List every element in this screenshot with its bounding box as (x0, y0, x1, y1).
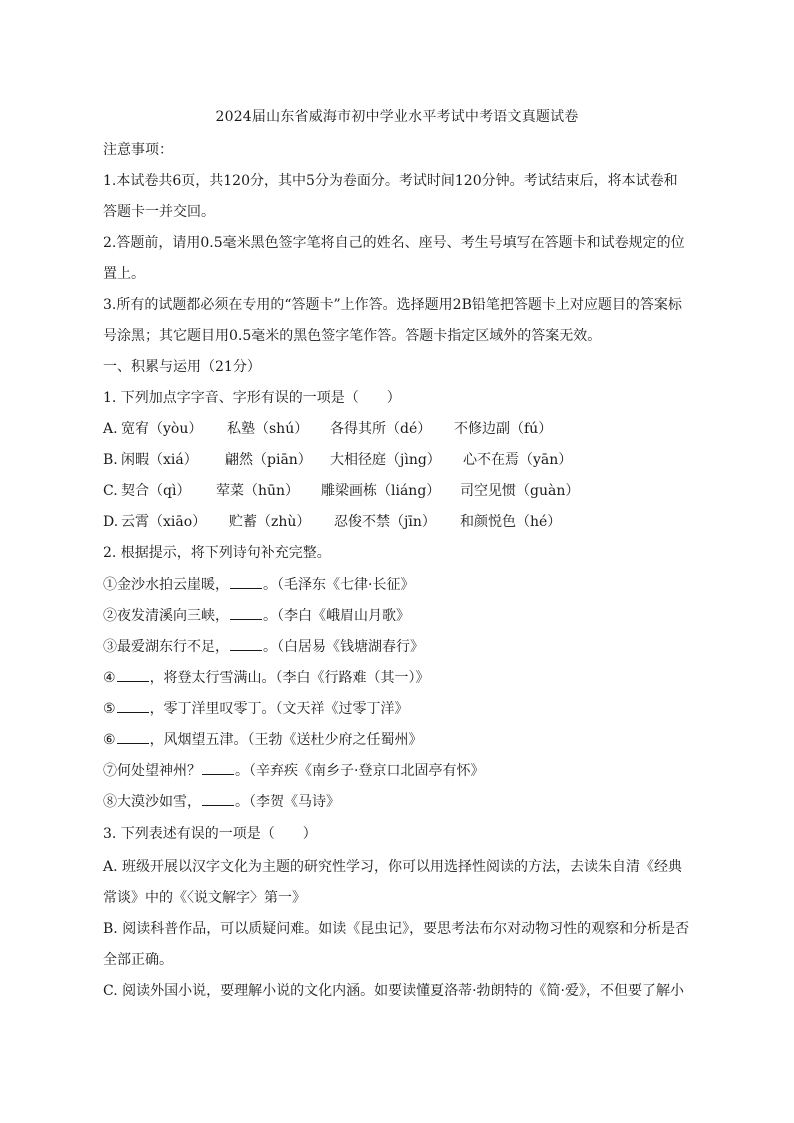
question-1-stem: 1. 下列加点字字音、字形有误的一项是（ ） (103, 390, 401, 406)
notice-line: 置上。 (103, 266, 145, 282)
option-item: 私塾（shú） (227, 421, 309, 437)
option-label: B. (103, 452, 118, 468)
poem-source: 。（白居易《钱塘湖春行》 (263, 639, 424, 655)
answer-blank[interactable] (202, 791, 234, 806)
option-item: 雕梁画栋（liáng） (321, 483, 441, 499)
option-label: D. (103, 514, 119, 530)
notice-line: 1.本试卷共6页，共120分，其中5分为卷面分。考试时间120分钟。考试结束后，将本试卷和 (103, 173, 678, 189)
notice-line: 3.所有的试题都必须在专用的“答题卡”上作答。选择题用2B铅笔把答题卡上对应题目的答案标 (103, 297, 682, 313)
poem-source: 。（李白《峨眉山月歌》 (263, 608, 410, 624)
answer-blank[interactable] (230, 605, 262, 620)
question-3-text: 全部正确。 (103, 952, 173, 968)
option-item: 司空见惯（guàn） (460, 483, 580, 499)
option-label: A. (103, 421, 118, 437)
option-item: 荤菜（hūn） (216, 483, 300, 499)
option-item: 贮蓄（zhù） (229, 514, 311, 530)
poem-fill-line (103, 605, 693, 626)
answer-blank[interactable] (230, 636, 262, 651)
poem-source: ，零丁洋里叹零丁。（文天祥《过零丁洋》 (149, 701, 409, 717)
poem-fill-line (103, 760, 693, 781)
poem-fill-line (103, 729, 693, 750)
option-item: 心不在焉（yān） (463, 452, 573, 468)
poem-text: ⑤ (103, 701, 116, 717)
option-item: 宽宥（yòu） (121, 421, 203, 437)
option-item: 云霄（xiāo） (121, 514, 207, 530)
notice-heading: 注意事项： (103, 142, 173, 158)
option-item: 和颜悦色（hé） (460, 514, 562, 530)
poem-text: ⑧大漠沙如雪， (103, 794, 201, 810)
notice-line: 号涂黑；其它题目用0.5毫米的黑色签字笔作答。答题卡指定区域外的答案无效。 (103, 328, 602, 344)
answer-blank[interactable] (117, 667, 149, 682)
option-item: 大相径庭（jìng） (330, 452, 441, 468)
question-3-text: B. 阅读科普作品，可以质疑问难。如读《昆虫记》，要思考法布尔对动物习性的观察和分析是否 (103, 921, 690, 937)
notice-line: 2.答题前，请用0.5毫米黑色签字笔将自己的姓名、座号、考生号填写在答题卡和试卷规定的位 (103, 235, 685, 251)
poem-text: ⑦何处望神州？ (103, 763, 201, 779)
page-title: 2024届山东省威海市初中学业水平考试中考语文真题试卷 (215, 109, 579, 125)
section-heading: 一、积累与运用（21分） (103, 359, 261, 375)
poem-text: ③最爱湖东行不足， (103, 639, 229, 655)
poem-source: 。（李贺《马诗》 (235, 794, 340, 810)
answer-blank[interactable] (202, 760, 234, 775)
poem-text: ①金沙水拍云崖暖， (103, 577, 229, 593)
option-item: 闲暇（xiá） (121, 452, 198, 468)
question-2-stem: 2. 根据提示，将下列诗句补充完整。 (103, 545, 331, 561)
answer-blank[interactable] (230, 574, 262, 589)
poem-source: 。（辛弃疾《南乡子·登京口北固亭有怀》 (235, 763, 485, 779)
poem-text: ②夜发清溪向三峡， (103, 608, 229, 624)
option-item: 契合（qì） (121, 483, 191, 499)
poem-text: ⑥ (103, 732, 116, 748)
poem-fill-line (103, 791, 693, 812)
poem-text: ④ (103, 670, 116, 686)
answer-blank[interactable] (117, 698, 149, 713)
option-item: 忍俊不禁（jīn） (334, 514, 436, 530)
question-3-text: C. 阅读外国小说，要理解小说的文化内涵。如要读懂夏洛蒂·勃朗特的《简·爱》，不但要了解小 (103, 983, 685, 999)
poem-source: 。（毛泽东《七律·长征》 (263, 577, 415, 593)
poem-fill-line (103, 667, 693, 688)
poem-source: ，风烟望五津。（王勃《送杜少府之任蜀州》 (149, 732, 423, 748)
question-3-stem: 3. 下列表述有误的一项是（ ） (103, 826, 317, 842)
question-3-text: 常谈》中的《〈说文解字〉第一》 (103, 890, 306, 906)
question-3-text: A. 班级开展以汉字文化为主题的研究性学习，你可以用选择性阅读的方法，去读朱自清《经典 (103, 859, 683, 875)
option-item: 翩然（piān） (225, 452, 312, 468)
notice-line: 答题卡一并交回。 (103, 204, 215, 220)
option-label: C. (103, 483, 118, 499)
poem-fill-line (103, 636, 693, 657)
option-item: 不修边副（fú） (454, 421, 553, 437)
option-item: 各得其所（dé） (330, 421, 432, 437)
answer-blank[interactable] (117, 729, 149, 744)
poem-fill-line (103, 574, 693, 595)
poem-fill-line (103, 698, 693, 719)
poem-source: ，将登太行雪满山。（李白《行路难（其一）》 (149, 670, 430, 686)
